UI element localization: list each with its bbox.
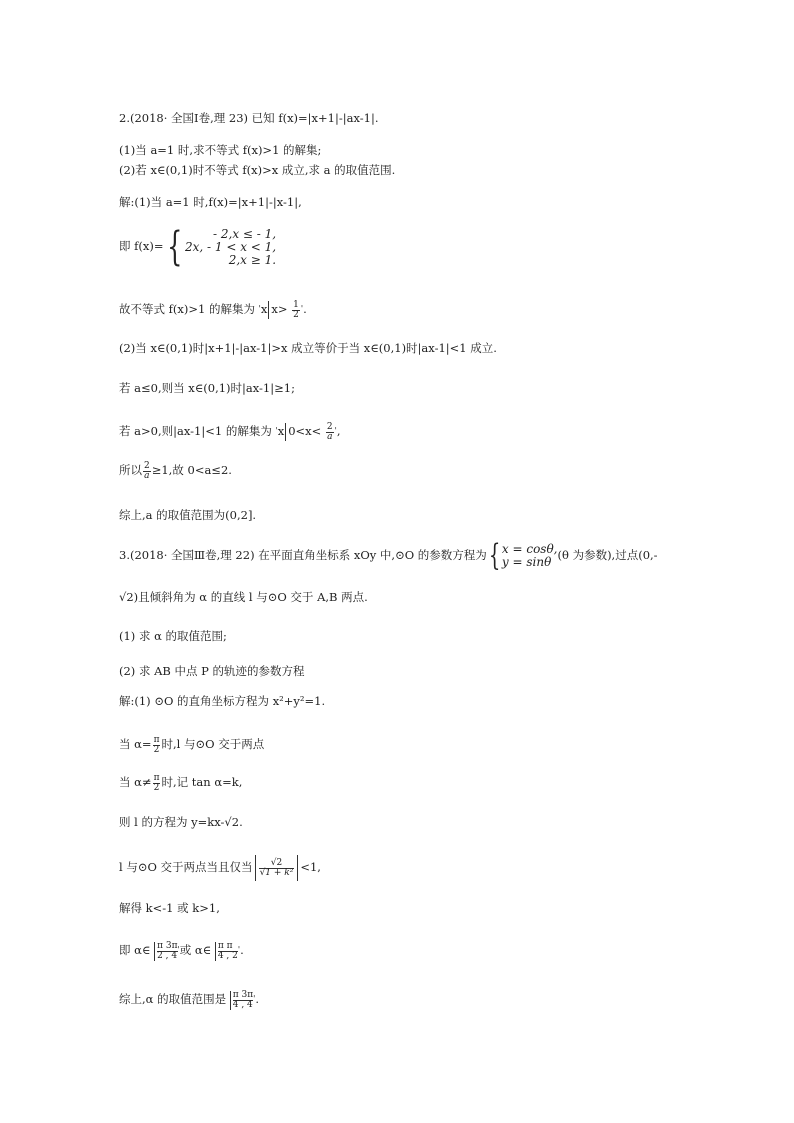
piecewise-cases bbox=[185, 228, 276, 267]
interval-final: $\frac{\pi 3\pi}{4 , 4}$ bbox=[230, 991, 253, 1010]
when-alpha-pi-2: 当 α= $\frac{\pi}{2}$ 时,l 与⊙O 交于两点 bbox=[119, 734, 265, 755]
case-a-positive: 若 a>0,则|ax-1|<1 的解集为 'x 0<x< $\frac{2}{a}$ ', bbox=[119, 421, 341, 442]
interval-1: $\frac{\pi 3\pi}{2 , 4}$ bbox=[154, 942, 177, 961]
set-var: x bbox=[260, 302, 268, 316]
problem-2-title: 2.(2018· 全国Ⅰ卷,理 23) 已知 f(x)=|x+1|-|ax-1|. bbox=[119, 111, 379, 125]
line-equation: 则 l 的方程为 y=kx-√2. bbox=[119, 815, 243, 829]
problem-3-question-1: (1) 求 α 的取值范围; bbox=[119, 629, 227, 643]
fraction-2-over-a: $\frac{2}{a}$ bbox=[326, 421, 333, 442]
piece-line-3: 2,x ≥ 1. bbox=[228, 252, 277, 267]
piecewise-definition bbox=[119, 224, 277, 270]
problem-2-solution-2: (2)当 x∈(0,1)时|x+1|-|ax-1|>x 成立等价于当 x∈(0,1)时|ax-1|<1 成立. bbox=[119, 341, 497, 355]
problem-3-title: 3.(2018· 全国Ⅲ卷,理 22) 在平面直角坐标系 xOy 中,⊙O 的参数方程为{ x = cosθ, y = sinθ (θ 为参数),过点(0,- bbox=[119, 538, 658, 573]
solution-set-line: 故不等式 f(x)>1 的解集为 'x x> $\frac{1}{2}$ '. bbox=[119, 299, 307, 320]
interval-2: $\frac{\text{π π}}{4 , 2}$ bbox=[215, 942, 238, 961]
intersection-condition: l 与⊙O 交于两点当且仅当 $\frac{√2}{\text{√1 + k²}}$ <1, bbox=[119, 852, 321, 882]
parametric-equation: x = cosθ, y = sinθ bbox=[501, 542, 558, 569]
piecewise-prefix: 即 f(x)= bbox=[119, 239, 164, 253]
distance-fraction: $\frac{√2}{\text{√1 + k²}}$ bbox=[259, 857, 294, 878]
problem-2-conclusion: 综上,a 的取值范围为(0,2]. bbox=[119, 508, 257, 522]
left-brace: { bbox=[166, 224, 182, 270]
problem-2-question-2: (2)若 x∈(0,1)时不等式 f(x)>x 成立,求 a 的取值范围. bbox=[119, 163, 396, 177]
case-a-nonpositive: 若 a≤0,则当 x∈(0,1)时|ax-1|≥1; bbox=[119, 381, 295, 395]
set-condition: x> bbox=[271, 302, 288, 316]
fraction-one-half: $\frac{1}{2}$ bbox=[293, 299, 299, 320]
problem-2-solution-1: 解:(1)当 a=1 时,f(x)=|x+1|-|x-1|, bbox=[119, 195, 302, 209]
fraction-2-over-a-so: $\frac{2}{a}$ bbox=[144, 460, 150, 481]
set-bar bbox=[268, 301, 269, 319]
so-line: 所以 $\frac{2}{a}$ ≥1,故 0<a≤2. bbox=[119, 460, 232, 481]
alpha-intervals: 即 α∈ $\frac{\pi 3\pi}{2 , 4}$ '或 α∈ $\frac{\text{π π}}{4 , 2}$ '. bbox=[119, 940, 244, 961]
piece-line-2: 2x, - 1 < x < 1, bbox=[184, 239, 277, 254]
problem-2-question-1: (1)当 a=1 时,求不等式 f(x)>1 的解集; bbox=[119, 143, 322, 157]
problem-3-solution-1: 解:(1) ⊙O 的直角坐标方程为 x²+y²=1. bbox=[119, 694, 326, 708]
solution-set-prefix: 故不等式 f(x)>1 的解集为 bbox=[119, 302, 255, 316]
problem-3-title-cont: √2)且倾斜角为 α 的直线 l 与⊙O 交于 A,B 两点. bbox=[119, 590, 368, 604]
solve-k: 解得 k<-1 或 k>1, bbox=[119, 901, 220, 915]
problem-3-question-2: (2) 求 AB 中点 P 的轨迹的参数方程 bbox=[119, 664, 305, 678]
when-alpha-not-pi-2: 当 α≠ $\frac{\pi}{2}$ 时,记 tan α=k, bbox=[119, 772, 243, 793]
problem-3-conclusion: 综上,α 的取值范围是 $\frac{\pi 3\pi}{4 , 4}$ '. bbox=[119, 989, 260, 1010]
piece-line-1: - 2,x ≤ - 1, bbox=[213, 226, 277, 241]
